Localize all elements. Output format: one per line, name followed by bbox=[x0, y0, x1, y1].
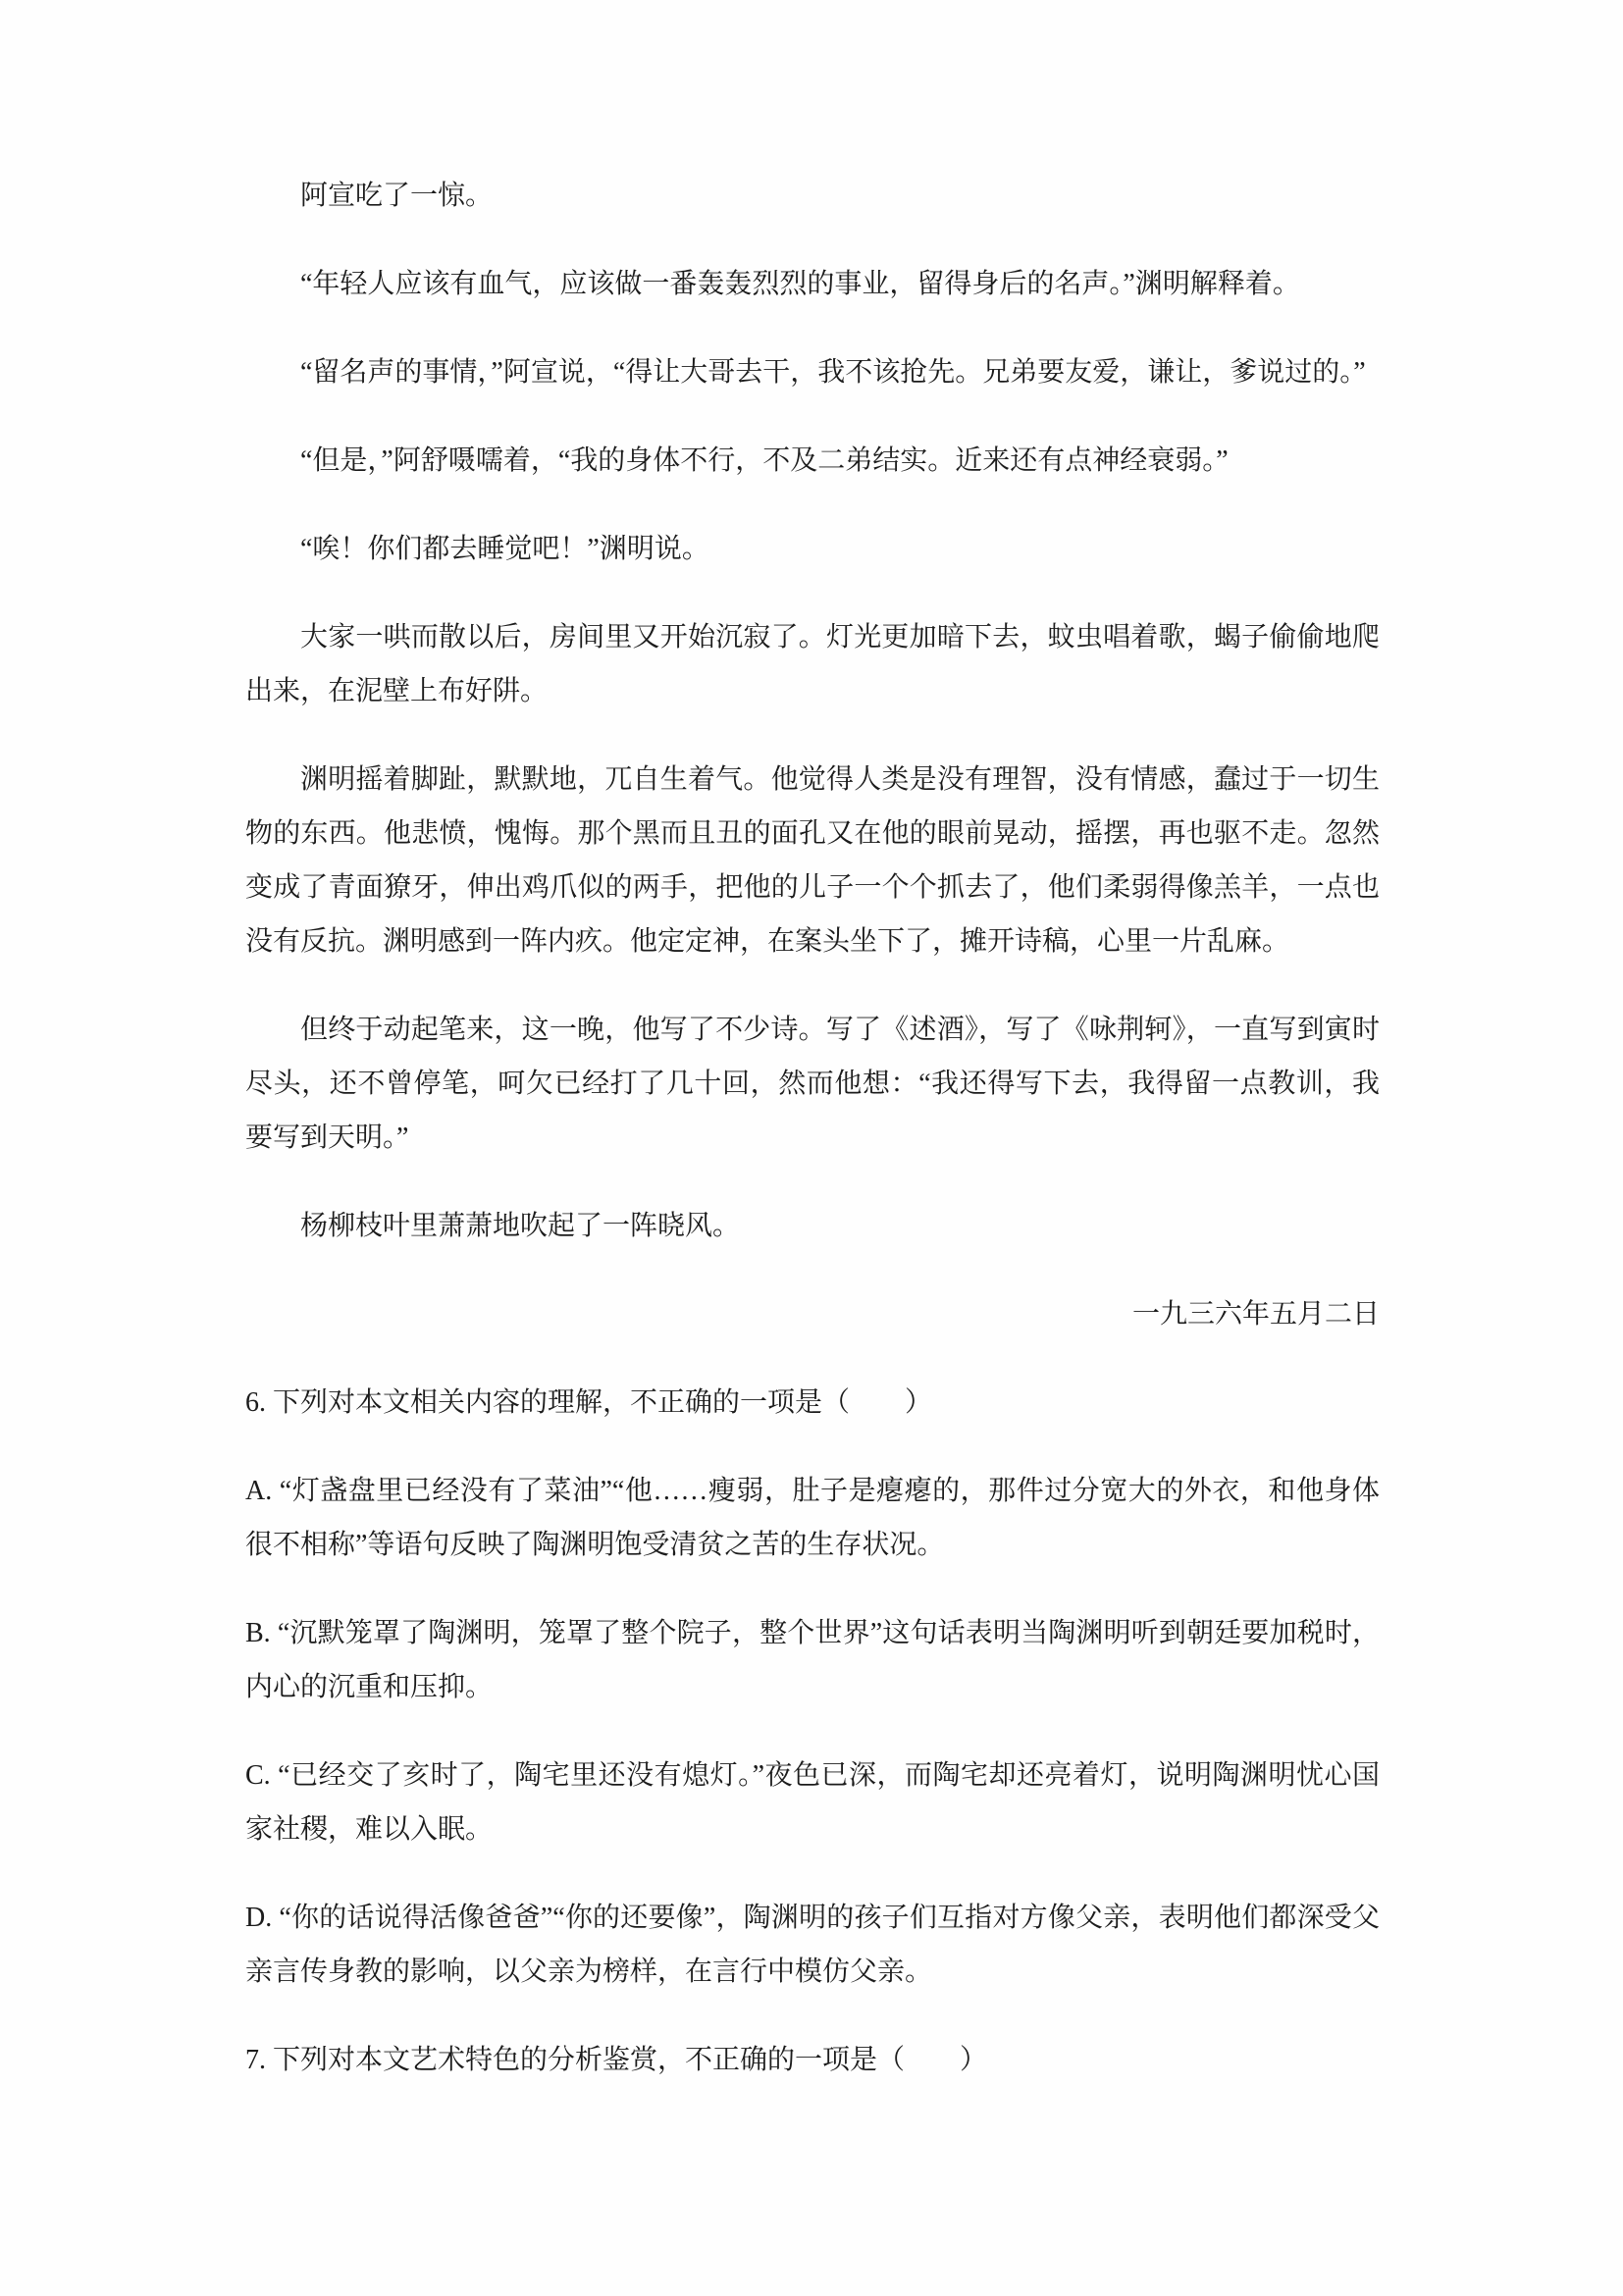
document-text-block bbox=[245, 169, 1380, 2121]
question-6-option-b: B. “沉默笼罩了陶渊明，笼罩了整个院子，整个世界”这句话表明当陶渊明听到朝廷要加税时，内心的沉重和压抑。 bbox=[245, 1618, 1380, 1702]
story-paragraph: 渊明摇着脚趾，默默地，兀自生着气。他觉得人类是没有理智，没有情感，蠢过于一切生物的东西。他悲愤，愧悔。那个黑而且丑的面孔又在他的眼前晃动，摇摆，再也驱不走。忽然变成了青面獠牙，伸出鸡爪似的两手，把他的儿子一个个抓去了，他们柔弱得像羔羊，一点也没有反抗。渊明感到一阵内疚。他定定神，在案头坐下了，摊开诗稿，心里一片乱麻。 bbox=[245, 764, 1380, 957]
question-6-option-d: D. “你的话说得活像爸爸”“你的还要像”，陶渊明的孩子们互指对方像父亲，表明他们都深受父亲言传身教的影响，以父亲为榜样，在言行中模仿父亲。 bbox=[245, 1903, 1380, 1987]
story-paragraph: “年轻人应该有血气，应该做一番轰轰烈烈的事业，留得身后的名声。”渊明解释着。 bbox=[300, 269, 1300, 299]
question-7-stem: 7. 下列对本文艺术特色的分析鉴赏，不正确的一项是（ ） bbox=[245, 2045, 988, 2075]
story-paragraph: “唉！你们都去睡觉吧！”渊明说。 bbox=[300, 534, 709, 564]
story-date-line: 一九三六年五月二日 bbox=[1131, 1299, 1380, 1330]
question-6-stem: 6. 下列对本文相关内容的理解，不正确的一项是（ ） bbox=[245, 1387, 933, 1418]
story-paragraph: 但终于动起笔来，这一晚，他写了不少诗。写了《述酒》，写了《咏荆轲》，一直写到寅时尽头，还不曾停笔，呵欠已经打了几十回，然而他想：“我还得写下去，我得留一点教训，我要写到天明。” bbox=[245, 1015, 1380, 1153]
story-paragraph: “留名声的事情，”阿宣说，“得让大哥去干，我不该抢先。兄弟要友爱，谦让，爹说过的。” bbox=[300, 357, 1366, 388]
story-paragraph: 杨柳枝叶里萧萧地吹起了一阵晓风。 bbox=[300, 1211, 741, 1241]
question-6-option-a: A. “灯盏盘里已经没有了菜油”“他……瘦弱，肚子是瘪瘪的，那件过分宽大的外衣，和他身体很不相称”等语句反映了陶渊明饱受清贫之苦的生存状况。 bbox=[245, 1476, 1380, 1560]
story-paragraph: “但是，”阿舒嗫嚅着，“我的身体不行，不及二弟结实。近来还有点神经衰弱。” bbox=[300, 445, 1229, 476]
story-paragraph: 阿宣吃了一惊。 bbox=[300, 181, 494, 211]
story-paragraph: 大家一哄而散以后，房间里又开始沉寂了。灯光更加暗下去，蚊虫唱着歌，蝎子偷偷地爬出来，在泥壁上布好阱。 bbox=[245, 622, 1380, 706]
question-6-option-c: C. “已经交了亥时了，陶宅里还没有熄灯。”夜色已深，而陶宅却还亮着灯，说明陶渊明忧心国家社稷，难以入眠。 bbox=[245, 1760, 1380, 1845]
